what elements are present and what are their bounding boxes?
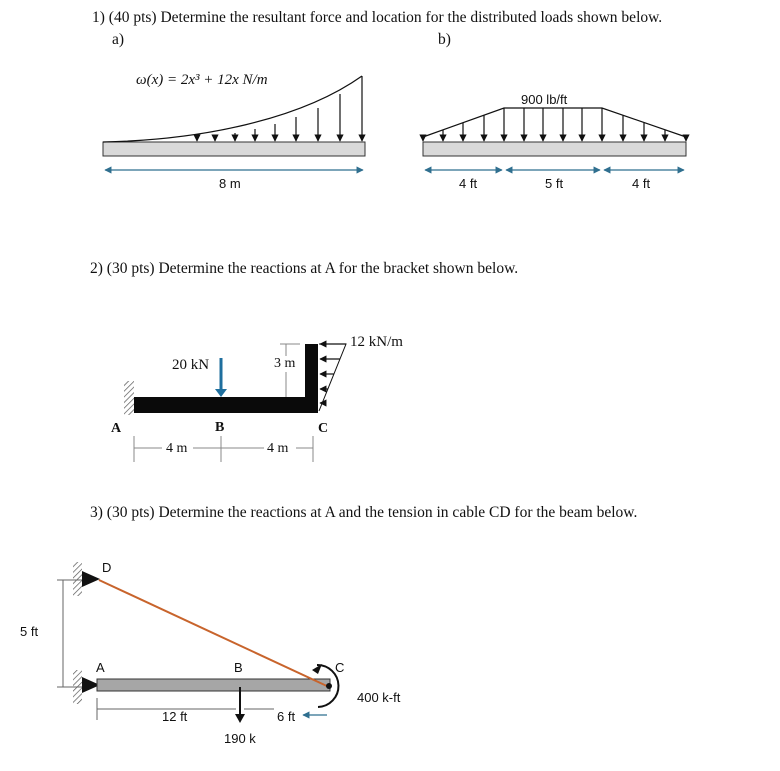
point-B-label-2: B	[215, 420, 225, 435]
seg3-label-1b: 4 ft	[632, 176, 651, 191]
point-load-label-3: 190 k	[224, 731, 256, 746]
bracket-vertical	[305, 344, 318, 413]
pin-D	[82, 571, 100, 587]
diagram-1a	[103, 76, 365, 170]
beam-3	[97, 679, 330, 691]
load-label-1b: 900 lb/ft	[521, 92, 568, 107]
height-label-2: 3 m	[274, 356, 296, 371]
dim2-label-3: 6 ft	[277, 709, 296, 724]
seg2-label-1b: 5 ft	[545, 176, 564, 191]
beam-1a	[103, 142, 365, 156]
load-curve-1a	[103, 76, 362, 142]
dist-load-triangle	[319, 344, 346, 411]
part-b-label: b)	[438, 31, 451, 48]
dim1-label-3: 12 ft	[162, 709, 188, 724]
problem-2-header: 2) (30 pts) Determine the reactions at A for the bracket shown below.	[90, 260, 519, 277]
problem-3-header: 3) (30 pts) Determine the reactions at A and the tension in cable CD for the beam below.	[90, 504, 638, 521]
dim2-label-2: 4 m	[267, 441, 289, 456]
point-A-label-3: A	[96, 660, 105, 675]
wall-hatch-A	[124, 381, 134, 415]
wall-hatch-D	[73, 562, 82, 596]
point-C-label-2: C	[318, 421, 329, 436]
point-A-label-2: A	[111, 421, 122, 436]
point-D-label-3: D	[102, 560, 112, 575]
bracket-horizontal	[134, 397, 314, 413]
part-a-label: a)	[112, 31, 125, 48]
load-function-label: ω(x) = 2x³ + 12x N/m	[136, 72, 268, 88]
point-C-label-3: C	[335, 660, 345, 675]
dim1-label-2: 4 m	[166, 441, 188, 456]
diagram-1b	[423, 108, 686, 170]
beam-1b	[423, 142, 686, 156]
problem-1-header: 1) (40 pts) Determine the resultant force and location for the distributed loads shown below.	[92, 9, 663, 26]
moment-label-3: 400 k-ft	[357, 690, 401, 705]
dist-load-label-2: 12 kN/m	[350, 334, 403, 350]
seg1-label-1b: 4 ft	[459, 176, 478, 191]
cable-CD	[99, 580, 329, 687]
height-label-3: 5 ft	[20, 624, 39, 639]
point-B-label-3: B	[234, 660, 243, 675]
point-load-label-2: 20 kN	[172, 357, 210, 373]
span-label-1a: 8 m	[219, 176, 241, 191]
diagram-3	[57, 562, 338, 723]
diagram-2	[124, 344, 346, 462]
